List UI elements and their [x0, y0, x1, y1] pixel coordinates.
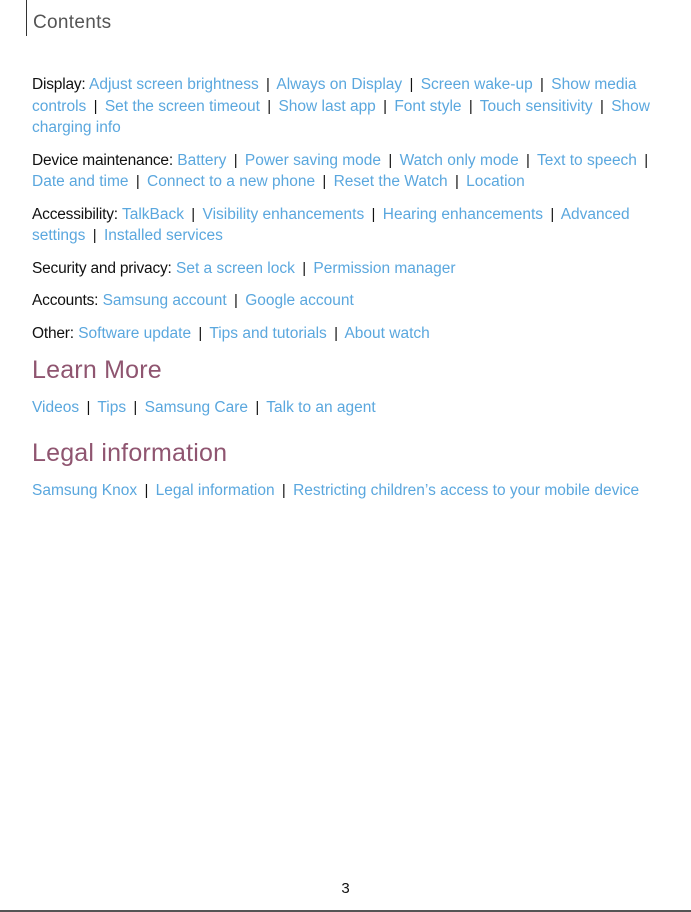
toc-entry-label: Display:	[32, 76, 86, 93]
link-separator: |	[409, 76, 414, 93]
link-hearing-enhancements[interactable]: Hearing enhancements	[382, 205, 544, 223]
link-separator: |	[198, 324, 203, 342]
link-separator: |	[255, 399, 260, 416]
toc-entry-label: Other:	[32, 324, 74, 342]
toc-entries	[32, 74, 657, 344]
link-separator: |	[454, 173, 459, 190]
link-separator: |	[267, 97, 272, 115]
link-talk-to-an-agent[interactable]: Talk to an agent	[266, 399, 376, 416]
link-separator: |	[644, 151, 649, 169]
toc-entry-accounts	[32, 290, 657, 312]
link-samsung-knox[interactable]: Samsung Knox	[32, 481, 138, 499]
page-number: 3	[341, 880, 350, 897]
link-samsung-care[interactable]: Samsung Care	[144, 399, 249, 416]
link-show-last-app[interactable]: Show last app	[278, 97, 376, 115]
toc-entry-device-maintenance	[32, 150, 657, 193]
link-set-a-screen-lock[interactable]: Set a screen lock	[175, 259, 295, 277]
link-date-and-time[interactable]: Date and time	[32, 173, 129, 190]
toc-entry-other	[32, 323, 657, 345]
link-location[interactable]: Location	[466, 173, 525, 190]
link-separator: |	[92, 227, 97, 244]
link-separator: |	[281, 481, 286, 499]
toc-entry-label: Device maintenance:	[32, 151, 173, 169]
link-separator: |	[526, 151, 530, 169]
page-header-title: Contents	[33, 12, 112, 33]
link-installed-services[interactable]: Installed services	[103, 227, 223, 244]
toc-entry-label: Security and privacy:	[32, 259, 172, 277]
link-separator: |	[133, 399, 138, 416]
link-set-the-screen-timeout[interactable]: Set the screen timeout	[104, 97, 260, 115]
link-visibility-enhancements[interactable]: Visibility enhancements	[202, 205, 365, 223]
link-show-charging-info[interactable]: Show charging info	[32, 97, 650, 136]
link-separator: |	[266, 76, 270, 93]
link-power-saving-mode[interactable]: Power saving mode	[244, 151, 382, 169]
link-separator: |	[233, 292, 238, 309]
link-reset-the-watch[interactable]: Reset the Watch	[333, 173, 448, 190]
link-watch-only-mode[interactable]: Watch only mode	[399, 151, 519, 169]
link-separator: |	[135, 173, 140, 190]
link-separator: |	[302, 259, 307, 277]
link-connect-to-a-new-phone[interactable]: Connect to a new phone	[147, 173, 316, 190]
link-battery[interactable]: Battery	[177, 151, 227, 169]
link-separator: |	[334, 324, 339, 342]
link-adjust-screen-brightness[interactable]: Adjust screen brightness	[88, 76, 259, 93]
toc-entry-security-and-privacy	[32, 258, 657, 280]
link-samsung-account[interactable]: Samsung account	[102, 292, 227, 309]
link-legal-information[interactable]: Legal information	[155, 481, 275, 499]
toc-entry-label: Accessibility:	[32, 205, 118, 223]
link-text-to-speech[interactable]: Text to speech	[536, 151, 637, 169]
link-restricting-children-s-access-to-your-mobile-device[interactable]: Restricting children’s access to your mobile device	[293, 481, 640, 499]
link-software-update[interactable]: Software update	[78, 324, 192, 342]
legal-links	[32, 480, 657, 502]
contents-body	[32, 74, 657, 520]
link-separator: |	[540, 76, 544, 93]
link-always-on-display[interactable]: Always on Display	[276, 76, 403, 93]
link-show-media-controls[interactable]: Show media controls	[32, 76, 637, 115]
link-separator: |	[468, 97, 473, 115]
learn-more-links	[32, 397, 657, 419]
link-separator: |	[191, 205, 196, 223]
link-separator: |	[388, 151, 393, 169]
link-separator: |	[383, 97, 388, 115]
link-talkback[interactable]: TalkBack	[121, 205, 184, 223]
link-google-account[interactable]: Google account	[245, 292, 354, 309]
link-separator: |	[371, 205, 376, 223]
header-rule	[26, 0, 27, 36]
link-advanced-settings[interactable]: Advanced settings	[32, 205, 630, 244]
link-tips-and-tutorials[interactable]: Tips and tutorials	[209, 324, 327, 342]
legal-information-heading: Legal information	[32, 438, 228, 467]
link-screen-wake-up[interactable]: Screen wake-up	[420, 76, 533, 93]
link-permission-manager[interactable]: Permission manager	[313, 259, 456, 277]
link-font-style[interactable]: Font style	[394, 97, 462, 115]
link-separator: |	[144, 481, 149, 499]
link-touch-sensitivity[interactable]: Touch sensitivity	[479, 97, 593, 115]
toc-entry-accessibility	[32, 204, 657, 247]
toc-entry-display	[32, 74, 657, 139]
link-separator: |	[550, 205, 555, 223]
link-separator: |	[93, 97, 98, 115]
link-separator: |	[86, 399, 91, 416]
link-tips[interactable]: Tips	[97, 399, 127, 416]
learn-more-heading: Learn More	[32, 356, 162, 384]
toc-entry-label: Accounts:	[32, 292, 99, 309]
link-separator: |	[322, 173, 327, 190]
link-about-watch[interactable]: About watch	[344, 324, 430, 342]
link-separator: |	[599, 97, 604, 115]
link-videos[interactable]: Videos	[32, 399, 80, 416]
link-separator: |	[233, 151, 238, 169]
